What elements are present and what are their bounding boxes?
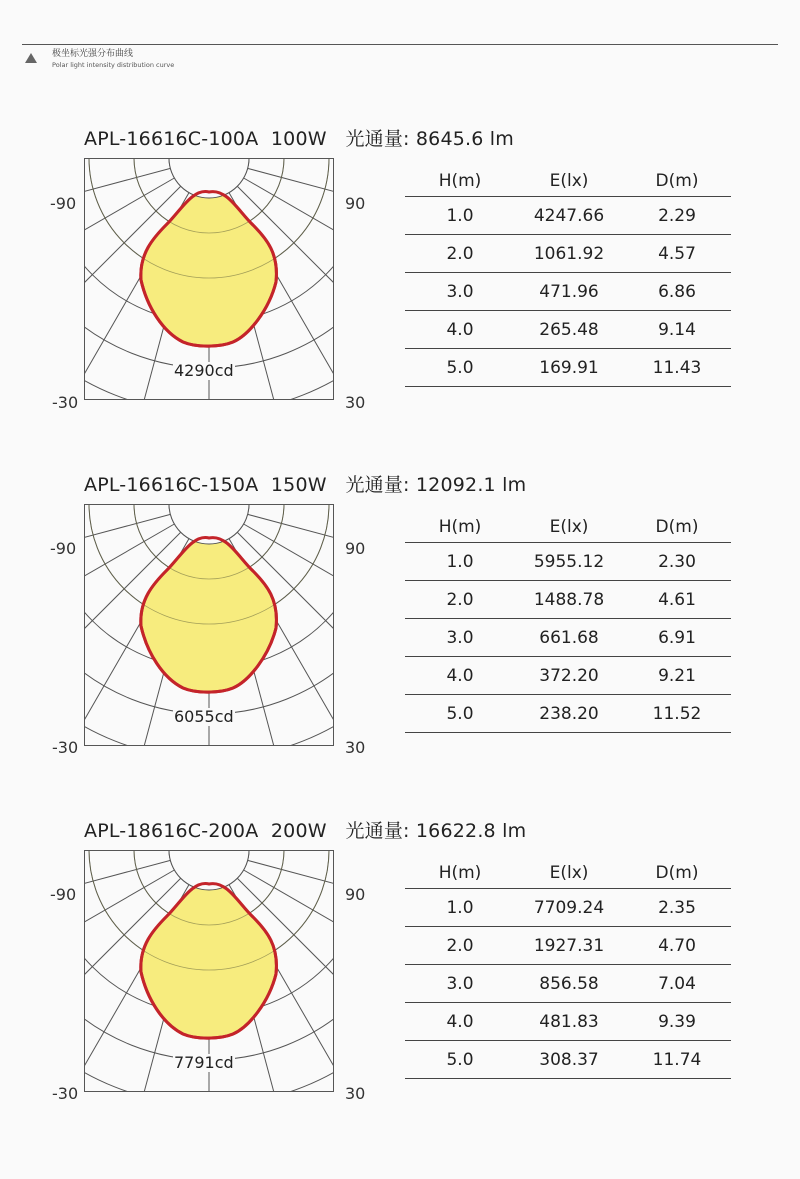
- cell-illuminance: 481.83: [515, 1003, 623, 1041]
- peak-intensity-label: 7791cd: [174, 1053, 234, 1072]
- axis-label-left-bottom: -30: [52, 393, 79, 412]
- header-rule: [22, 44, 778, 45]
- cell-illuminance: 169.91: [515, 349, 623, 387]
- table-row: [405, 349, 731, 387]
- cell-illuminance: 1488.78: [515, 581, 623, 619]
- cell-illuminance: 1061.92: [515, 235, 623, 273]
- axis-label-left-bottom: -30: [52, 1084, 79, 1103]
- cell-height: 5.0: [405, 1041, 515, 1079]
- illuminance-table: [405, 858, 731, 1079]
- cell-illuminance: 1927.31: [515, 927, 623, 965]
- cell-illuminance: 238.20: [515, 695, 623, 733]
- product-title: APL-16616C-150A 150W 光通量: 12092.1 lm: [84, 474, 527, 496]
- cell-illuminance: 4247.66: [515, 197, 623, 235]
- cell-illuminance: 7709.24: [515, 889, 623, 927]
- table-row: [405, 619, 731, 657]
- peak-intensity-label: 6055cd: [174, 707, 234, 726]
- cell-height: 5.0: [405, 349, 515, 387]
- triangle-icon: [25, 53, 37, 63]
- cell-diameter: 4.70: [623, 927, 731, 965]
- col-header-height: H(m): [405, 512, 515, 543]
- axis-label-left-top: -90: [50, 539, 77, 558]
- cell-diameter: 2.30: [623, 543, 731, 581]
- cell-diameter: 9.39: [623, 1003, 731, 1041]
- col-header-diameter: D(m): [623, 166, 731, 197]
- cell-diameter: 4.57: [623, 235, 731, 273]
- cell-diameter: 9.21: [623, 657, 731, 695]
- cell-height: 4.0: [405, 1003, 515, 1041]
- cell-height: 3.0: [405, 619, 515, 657]
- cell-diameter: 11.74: [623, 1041, 731, 1079]
- cell-diameter: 2.29: [623, 197, 731, 235]
- cell-height: 1.0: [405, 889, 515, 927]
- axis-label-left-top: -90: [50, 194, 77, 213]
- col-header-illuminance: E(lx): [515, 512, 623, 543]
- photometric-section: [0, 816, 800, 1116]
- table-row: [405, 543, 731, 581]
- table-row: [405, 657, 731, 695]
- cell-height: 4.0: [405, 311, 515, 349]
- cell-diameter: 4.61: [623, 581, 731, 619]
- col-header-height: H(m): [405, 166, 515, 197]
- axis-label-right-top: 90: [345, 539, 366, 558]
- peak-intensity-label: 4290cd: [174, 361, 234, 380]
- table-row: [405, 889, 731, 927]
- cell-height: 2.0: [405, 927, 515, 965]
- cell-height: 1.0: [405, 543, 515, 581]
- axis-label-right-bottom: 30: [345, 1084, 366, 1103]
- axis-label-left-bottom: -30: [52, 738, 79, 757]
- photometric-section: [0, 124, 800, 424]
- cell-illuminance: 471.96: [515, 273, 623, 311]
- cell-height: 2.0: [405, 581, 515, 619]
- cell-diameter: 6.91: [623, 619, 731, 657]
- cell-height: 2.0: [405, 235, 515, 273]
- cell-illuminance: 265.48: [515, 311, 623, 349]
- cell-diameter: 6.86: [623, 273, 731, 311]
- cell-illuminance: 661.68: [515, 619, 623, 657]
- cell-diameter: 9.14: [623, 311, 731, 349]
- photometric-section: [0, 470, 800, 770]
- table-row: [405, 581, 731, 619]
- col-header-illuminance: E(lx): [515, 166, 623, 197]
- axis-label-right-bottom: 30: [345, 738, 366, 757]
- cell-diameter: 11.43: [623, 349, 731, 387]
- col-header-diameter: D(m): [623, 512, 731, 543]
- table-row: [405, 695, 731, 733]
- axis-label-left-top: -90: [50, 885, 77, 904]
- cell-illuminance: 5955.12: [515, 543, 623, 581]
- cell-height: 3.0: [405, 965, 515, 1003]
- col-header-diameter: D(m): [623, 858, 731, 889]
- cell-illuminance: 372.20: [515, 657, 623, 695]
- cell-illuminance: 308.37: [515, 1041, 623, 1079]
- table-row: [405, 1041, 731, 1079]
- cell-height: 3.0: [405, 273, 515, 311]
- table-row: [405, 197, 731, 235]
- axis-label-right-bottom: 30: [345, 393, 366, 412]
- table-row: [405, 235, 731, 273]
- table-row: [405, 927, 731, 965]
- product-title: APL-16616C-100A 100W 光通量: 8645.6 lm: [84, 128, 514, 150]
- table-row: [405, 965, 731, 1003]
- illuminance-table: [405, 166, 731, 387]
- table-row: [405, 1003, 731, 1041]
- cell-height: 5.0: [405, 695, 515, 733]
- cell-diameter: 11.52: [623, 695, 731, 733]
- cell-height: 1.0: [405, 197, 515, 235]
- table-row: [405, 311, 731, 349]
- axis-label-right-top: 90: [345, 194, 366, 213]
- illuminance-table: [405, 512, 731, 733]
- header-title-en: Polar light intensity distribution curve: [52, 61, 175, 69]
- col-header-height: H(m): [405, 858, 515, 889]
- table-row: [405, 273, 731, 311]
- cell-diameter: 2.35: [623, 889, 731, 927]
- cell-height: 4.0: [405, 657, 515, 695]
- header-title-cn: 极坐标光强分布曲线: [52, 49, 134, 59]
- cell-diameter: 7.04: [623, 965, 731, 1003]
- col-header-illuminance: E(lx): [515, 858, 623, 889]
- product-title: APL-18616C-200A 200W 光通量: 16622.8 lm: [84, 820, 527, 842]
- axis-label-right-top: 90: [345, 885, 366, 904]
- cell-illuminance: 856.58: [515, 965, 623, 1003]
